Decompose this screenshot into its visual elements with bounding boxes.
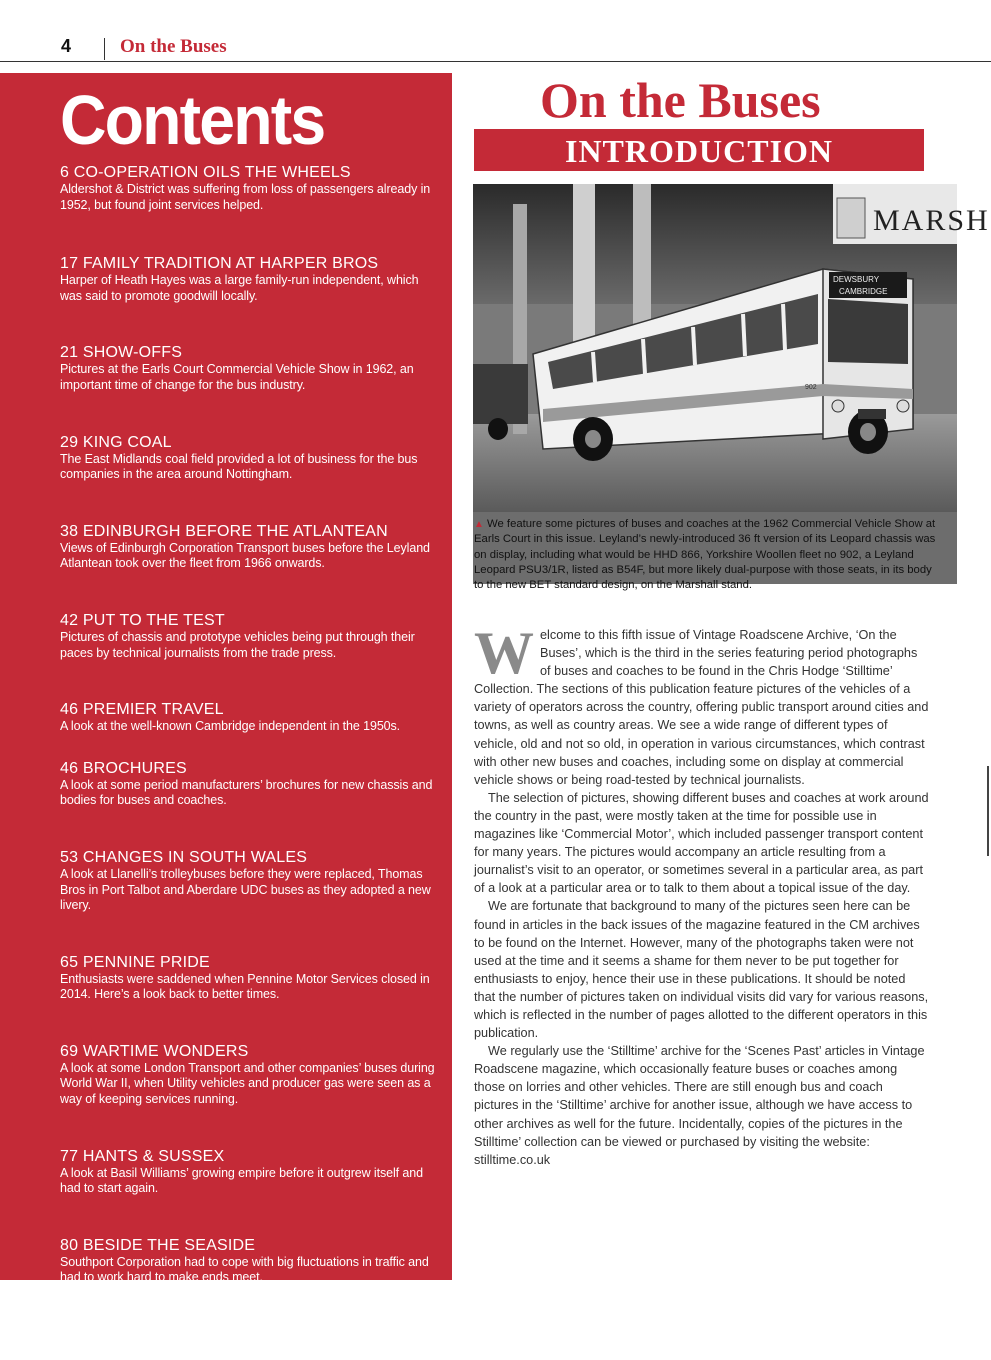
paragraph-text: elcome to this fifth issue of Vintage Roadscene Archive, ‘On the Buses’, which is the third in the series featuring period photographs of buses and coaches to be found in the Chris Hodge ‘Stilltime’ Collection. The sections of this publication feature pictures of the vehicles of a variety of operators across the country, offering public transport around cities and towns, as well as country areas. We see a wide range of different types of vehicle, old and not so old, in operation in various circumstances, which contrast with other new buses and coaches, including some on display at commercial vehicle shows or being road-tested by technical journalists.: [474, 628, 929, 787]
contents-item-heading: 29 KING COAL: [60, 433, 172, 451]
drop-cap: W: [474, 620, 534, 686]
contents-item: [60, 954, 442, 1003]
contents-item-heading: 38 EDINBURGH BEFORE THE ATLANTEAN: [60, 522, 388, 540]
contents-item-heading: 21 SHOW-OFFS: [60, 344, 183, 362]
section-label: INTRODUCTION: [564, 133, 834, 169]
contents-item-description: Aldershot & District was suffering from loss of passengers already in 1952, but found joint services helped.: [60, 182, 431, 212]
contents-item: [60, 612, 442, 661]
contents-item-description: A look at Basil Williams’ growing empire before it outgrew itself and had to start again.: [60, 1165, 423, 1196]
section-banner: [474, 129, 924, 171]
photo-caption: [474, 517, 940, 593]
contents-item: [60, 1326, 442, 1360]
contents-item-heading: 46 PREMIER TRAVEL: [60, 701, 224, 719]
contents-item-description: Harper of Heath Hayes was a large family-run independent, which was said to promote goodwill locally.: [60, 273, 419, 303]
caption-arrow-icon: ▲: [474, 519, 484, 530]
body-paragraph: We regularly use the ‘Stilltime’ archive for the ‘Scenes Past’ articles in Vintage Roadscene magazine, which occasionally feature buses or coaches among those on lorries and other vehicles. There are still enough bus and coach pictures in the ‘Stilltime’ archive for another issue, although we have access to other archives as well for the future. Incidentally, copies of the pictures in the Stilltime’ collection can be viewed or purchased by visiting the website: stilltime.co.uk: [474, 1044, 925, 1167]
contents-item-description: Pictures of chassis and prototype vehicles being put through their paces by technical journalists from the trade press.: [60, 629, 415, 660]
contents-item-description: A look at some period manufacturers’ brochures for new chassis and bodies for buses and coaches.: [60, 777, 433, 808]
article-title: On the Buses: [540, 72, 821, 128]
contents-item: [60, 255, 442, 304]
running-title: On the Buses: [120, 36, 227, 57]
contents-item-description: A look at Llanelli’s trolleybuses before they were replaced, Thomas Bros in Port Talbot and Aberdare UDC buses as they adopted a new livery.: [60, 866, 431, 913]
contents-sidebar: [0, 73, 452, 1359]
page-number: 4: [61, 36, 72, 56]
body-paragraph: We are fortunate that background to many of the pictures seen here can be found in articles in the back issues of the magazine featured in the CM archives to be found on the Internet. However, many of the photographs taken were not used at the time and it seems a shame for them never to be put together for enthusiasts to enjoy, hence their use in these publications. It should be noted that the number of pictures taken on individual visits did vary for various reasons, which is reflected in the number of pages allotted to the different operators in this publication.: [474, 899, 929, 1041]
contents-item: [60, 434, 442, 483]
contents-item-description: The East Midlands coal field provided a lot of business for the bus companies in the area around Nottingham.: [60, 451, 418, 482]
contents-item-heading: 65 PENNINE PRIDE: [60, 953, 210, 971]
contents-item: [60, 164, 442, 213]
contents-item-heading: 42 PUT TO THE TEST: [60, 611, 225, 629]
photo-dest-dewsbury: DEWSBURY: [833, 275, 880, 284]
caption-text: We feature some pictures of buses and coaches at the 1962 Commercial Vehicle Show at Earls Court in this issue. Leyland’s newly-introduced 36 ft version of its Leopard chassis was on display, including what would be HHD 866, Yorkshire Woollen fleet no 902, a Leyland Leopard PSU3/1R, listed as B54F, but more likely dual-purpose with those seats, in its body to the new BET standard design, on the Marshall stand.: [474, 518, 936, 592]
body-paragraph: The selection of pictures, showing different buses and coaches at work around the country in the past, were mostly taken at the time for possible use in magazines like ‘Commercial Motor’, which included passenger transport content for many years. The pictures would accompany an article resulting from a journalist’s visit to an operator, or sometimes several in a particular area, as part of a look at a particular area or to talk to them about a topical issue of the day.: [474, 790, 929, 896]
header-rule: [0, 61, 991, 62]
photo-fleet-number: 902: [805, 384, 817, 391]
contents-item: [60, 523, 442, 572]
contents-item-heading: 6 CO-OPERATION OILS THE WHEELS: [60, 164, 351, 181]
contents-item-heading: 69 WARTIME WONDERS: [60, 1042, 249, 1060]
contents-item-description: Enthusiasts were saddened when Pennine Motor Services closed in 2014. Here’s a look back to better times.: [60, 971, 430, 1002]
contents-item: [60, 1237, 442, 1286]
contents-item: [60, 849, 442, 914]
contents-item-heading: 77 HANTS & SUSSEX: [60, 1147, 225, 1165]
contents-item-heading: 17 FAMILY TRADITION AT HARPER BROS: [60, 255, 379, 273]
page-header: [0, 0, 991, 62]
contents-item-description: Southport Corporation had to cope with big fluctuations in traffic and had to work hard to make ends meet.: [60, 1254, 429, 1285]
contents-item-description: A look at the well-known Cambridge independent in the 1950s.: [60, 719, 401, 734]
contents-item: [60, 760, 442, 809]
photo-sign-marshall: MARSH: [873, 204, 990, 237]
contents-item: [60, 1043, 442, 1108]
header-divider: [104, 38, 105, 60]
bus-photo-illustration: [473, 184, 990, 512]
contents-item: [60, 701, 442, 735]
contents-item-heading: 80 BESIDE THE SEASIDE: [60, 1236, 256, 1254]
contents-list: [60, 164, 442, 1360]
contents-item: [60, 1148, 442, 1197]
body-paragraph: [474, 620, 930, 789]
article-body: [474, 620, 930, 1169]
contents-item-heading: 53 CHANGES IN SOUTH WALES: [60, 848, 308, 866]
contents-item-description: Views of the buses of CIE and GNR beside the River Liffey.: [60, 1344, 383, 1359]
photo-dest-cambridge: CAMBRIDGE: [839, 287, 888, 296]
contents-item-description: Pictures at the Earls Court Commercial Vehicle Show in 1962, an important time of change for the bus industry.: [60, 362, 414, 392]
contents-item-heading: 46 BROCHURES: [60, 759, 187, 777]
contents-item-heading: 86 BUSES IN DUBLIN IN 1951: [60, 1326, 286, 1344]
contents-title: Contents: [60, 81, 325, 159]
page-edge-mark: [987, 766, 989, 856]
contents-item-description: A look at some London Transport and other companies’ buses during World War II, when Utility vehicles and producer gas were seen as a way of keeping services running.: [60, 1060, 435, 1107]
contents-item-description: Views of Edinburgh Corporation Transport buses before the Leyland Atlantean took over the fleet from 1966 onwards.: [60, 540, 430, 571]
contents-item: [60, 344, 442, 393]
